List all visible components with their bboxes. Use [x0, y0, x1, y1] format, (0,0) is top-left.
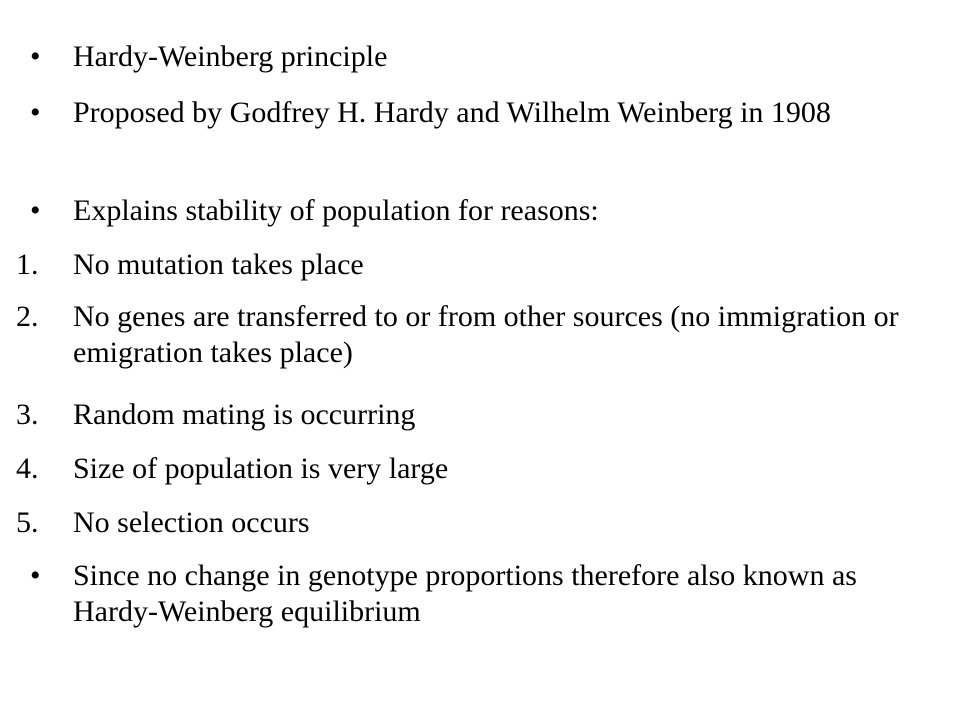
list-item-text: Hardy-Weinberg principle [73, 40, 388, 73]
list-item-text: Proposed by Godfrey H. Hardy and Wilhelm Weinberg in 1908 [73, 96, 831, 129]
number-marker: 5. [16, 506, 39, 539]
list-item-text: Since no change in genotype proportions therefore also known as Hardy-Weinberg equilibrium [73, 559, 857, 628]
list-item-text: No genes are transferred to or from other sources (no immigration or emigration takes place) [73, 300, 899, 369]
list-item-text: Explains stability of population for reasons: [73, 194, 599, 227]
list-item-text: No selection occurs [73, 506, 310, 539]
list-item-text: Size of population is very large [73, 452, 449, 485]
number-marker: 3. [16, 398, 39, 431]
bullet-marker: • [30, 194, 41, 227]
bullet-marker: • [30, 559, 41, 592]
list-item-text: Random mating is occurring [73, 398, 416, 431]
number-marker: 1. [16, 248, 39, 281]
bullet-marker: • [30, 96, 41, 129]
bullet-marker: • [30, 40, 41, 73]
number-marker: 2. [16, 300, 39, 333]
list-item-text: No mutation takes place [73, 248, 364, 281]
number-marker: 4. [16, 452, 39, 485]
